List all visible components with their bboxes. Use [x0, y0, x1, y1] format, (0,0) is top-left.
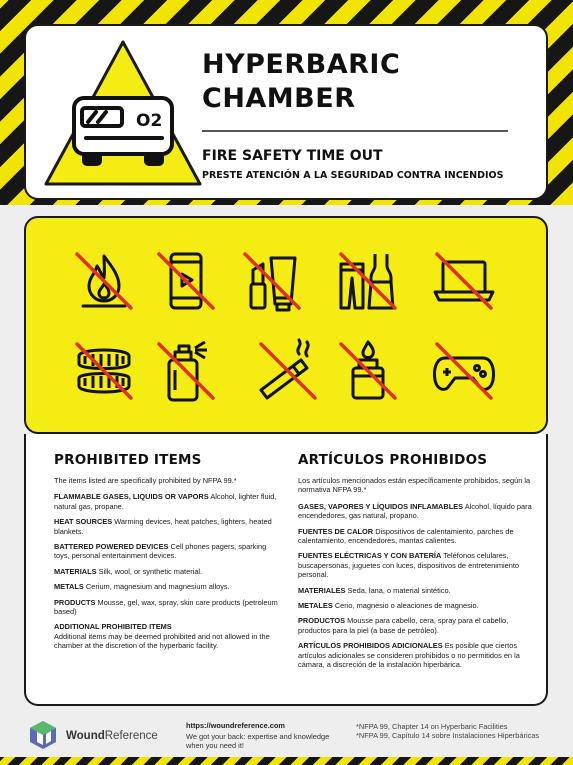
item-label: METALS	[54, 582, 84, 592]
item-text: Silk, wool, or synthetic material.	[96, 566, 203, 576]
list-item	[54, 598, 280, 617]
item-label: METALES	[298, 601, 333, 611]
item-label: BATTERED POWERED DEVICES	[54, 542, 169, 552]
list-item	[298, 616, 536, 635]
clothing-icon	[335, 248, 401, 314]
subtitle-spanish: PRESTE ATENCIÓN A LA SEGURIDAD CONTRA INCENDIOS	[202, 170, 504, 181]
list-item	[54, 567, 280, 576]
item-text: Cell phones pagers, sparking toys, personal entertainment devices.	[54, 542, 267, 561]
spanish-heading: ARTÍCULOS PROHIBIDOS	[298, 452, 488, 468]
spray-can-icon	[153, 338, 219, 404]
cigarette-icon	[255, 338, 321, 404]
item-label: FLAMMABLE GASES, LIQUIDS OR VAPORS	[54, 492, 209, 502]
list-item	[54, 517, 280, 536]
item-text: Mousse para cabello, cera, spray para el cabello, productos para la piel (a base de petróleo).	[298, 616, 509, 635]
item-label: GASES, VAPORES Y LÍQUIDOS INFLAMABLES	[298, 501, 464, 511]
woundreference-logo-icon	[28, 720, 58, 750]
item-label: PRODUCTS	[54, 597, 96, 607]
lighter-icon	[335, 338, 401, 404]
list-item	[298, 601, 536, 610]
item-text: Teléfonos celulares, buscapersonas, juguetes con luces, dispositivos de entretenimiento personal.	[298, 551, 520, 580]
english-intro: The items listed are specifically prohibited by NFPA 99.*	[54, 476, 237, 485]
item-text: Mousse, gel, wax, spray, skin care products (petroleum based)	[54, 597, 278, 617]
spanish-intro: Los artículos mencionados están específicamente prohibidos, según la normativa NFPA 99.*	[298, 476, 531, 495]
flame-icon	[71, 248, 137, 314]
list-item	[298, 641, 536, 669]
item-text: Cerium, magnesium and magnesium alloys.	[83, 582, 230, 592]
list-item	[54, 492, 280, 511]
list-item	[298, 527, 536, 546]
brand-name	[66, 730, 158, 742]
item-label: MATERIALES	[298, 585, 346, 595]
footnote-spanish: *NFPA 99, Capítulo 14 sobre Instalaciones Hiperbáricas	[356, 731, 540, 741]
list-item	[298, 502, 536, 521]
content-card	[24, 434, 548, 706]
item-label: ARTÍCULOS PROHIBIDOS ADICIONALES	[298, 641, 443, 651]
cosmetics-icon	[239, 248, 305, 314]
item-label: ADDITIONAL PROHIBITED ITEMS	[54, 622, 172, 632]
item-label: FUENTES ELÉCTRICAS Y CON BATERÍA	[298, 551, 442, 561]
item-text: Es posible que ciertos artículos adicionales se consideren prohibidos o no permitidos en la cámara, a discreción de la instalación hiperbárica.	[298, 641, 520, 670]
item-text: Warming devices, heat patches, lighters, heated blankets.	[54, 517, 272, 536]
item-text: Alcohol, lighter fluid, natural gas, propane.	[54, 492, 277, 511]
item-label: MATERIALS	[54, 566, 97, 576]
o2-label: O2	[136, 111, 163, 131]
title-divider	[202, 130, 508, 132]
list-item	[54, 582, 280, 591]
item-text: Dispositivos de calentamiento, parches de calentamiento, encendedores, mantas calientes.	[298, 526, 514, 546]
item-text: Cerio, magnesio o aleaciones de magnesio.	[332, 601, 479, 611]
item-text: Additional items may be deemed prohibited and not allowed in the chamber at the discretion of the hyperbaric facility.	[54, 631, 270, 651]
warning-chamber-icon	[38, 34, 208, 194]
prohibited-icons-panel	[24, 216, 548, 434]
footnote-english: *NFPA 99, Chapter 14 on Hyperbaric Facilities	[356, 722, 508, 731]
footnotes	[356, 722, 556, 740]
title-line-1: HYPERBARIC	[202, 49, 401, 80]
footer	[0, 712, 573, 757]
english-heading: PROHIBITED ITEMS	[54, 452, 202, 468]
english-column	[54, 452, 280, 657]
list-item	[298, 551, 536, 579]
smartphone-icon	[153, 248, 219, 314]
list-item	[54, 542, 280, 561]
spanish-column	[298, 452, 536, 676]
item-text: Seda, lana, o material sintético.	[345, 585, 451, 595]
brand-rest: Reference	[104, 730, 158, 742]
subtitle: FIRE SAFETY TIME OUT	[202, 148, 383, 164]
brand-bold: Wound	[66, 730, 105, 742]
hazard-stripe-bottom	[0, 757, 573, 765]
title-line-2: CHAMBER	[202, 83, 356, 114]
tagline: We got your back: expertise and knowledge when you need it!	[186, 732, 330, 751]
website-link[interactable]: https://woundreference.com	[186, 721, 285, 730]
item-label: FUENTES DE CALOR	[298, 526, 374, 536]
game-controller-icon	[431, 338, 497, 404]
dentures-icon	[71, 338, 137, 404]
item-text: Alcohol, líquido para encendedores, gas natural, propano.	[298, 501, 532, 521]
page-title	[202, 48, 400, 116]
footer-contact	[186, 721, 336, 750]
laptop-icon	[431, 248, 497, 314]
item-label: HEAT SOURCES	[54, 517, 113, 527]
header-card	[24, 24, 548, 200]
list-item	[54, 622, 280, 650]
item-label: PRODUCTOS	[298, 616, 346, 626]
list-item	[298, 586, 536, 595]
